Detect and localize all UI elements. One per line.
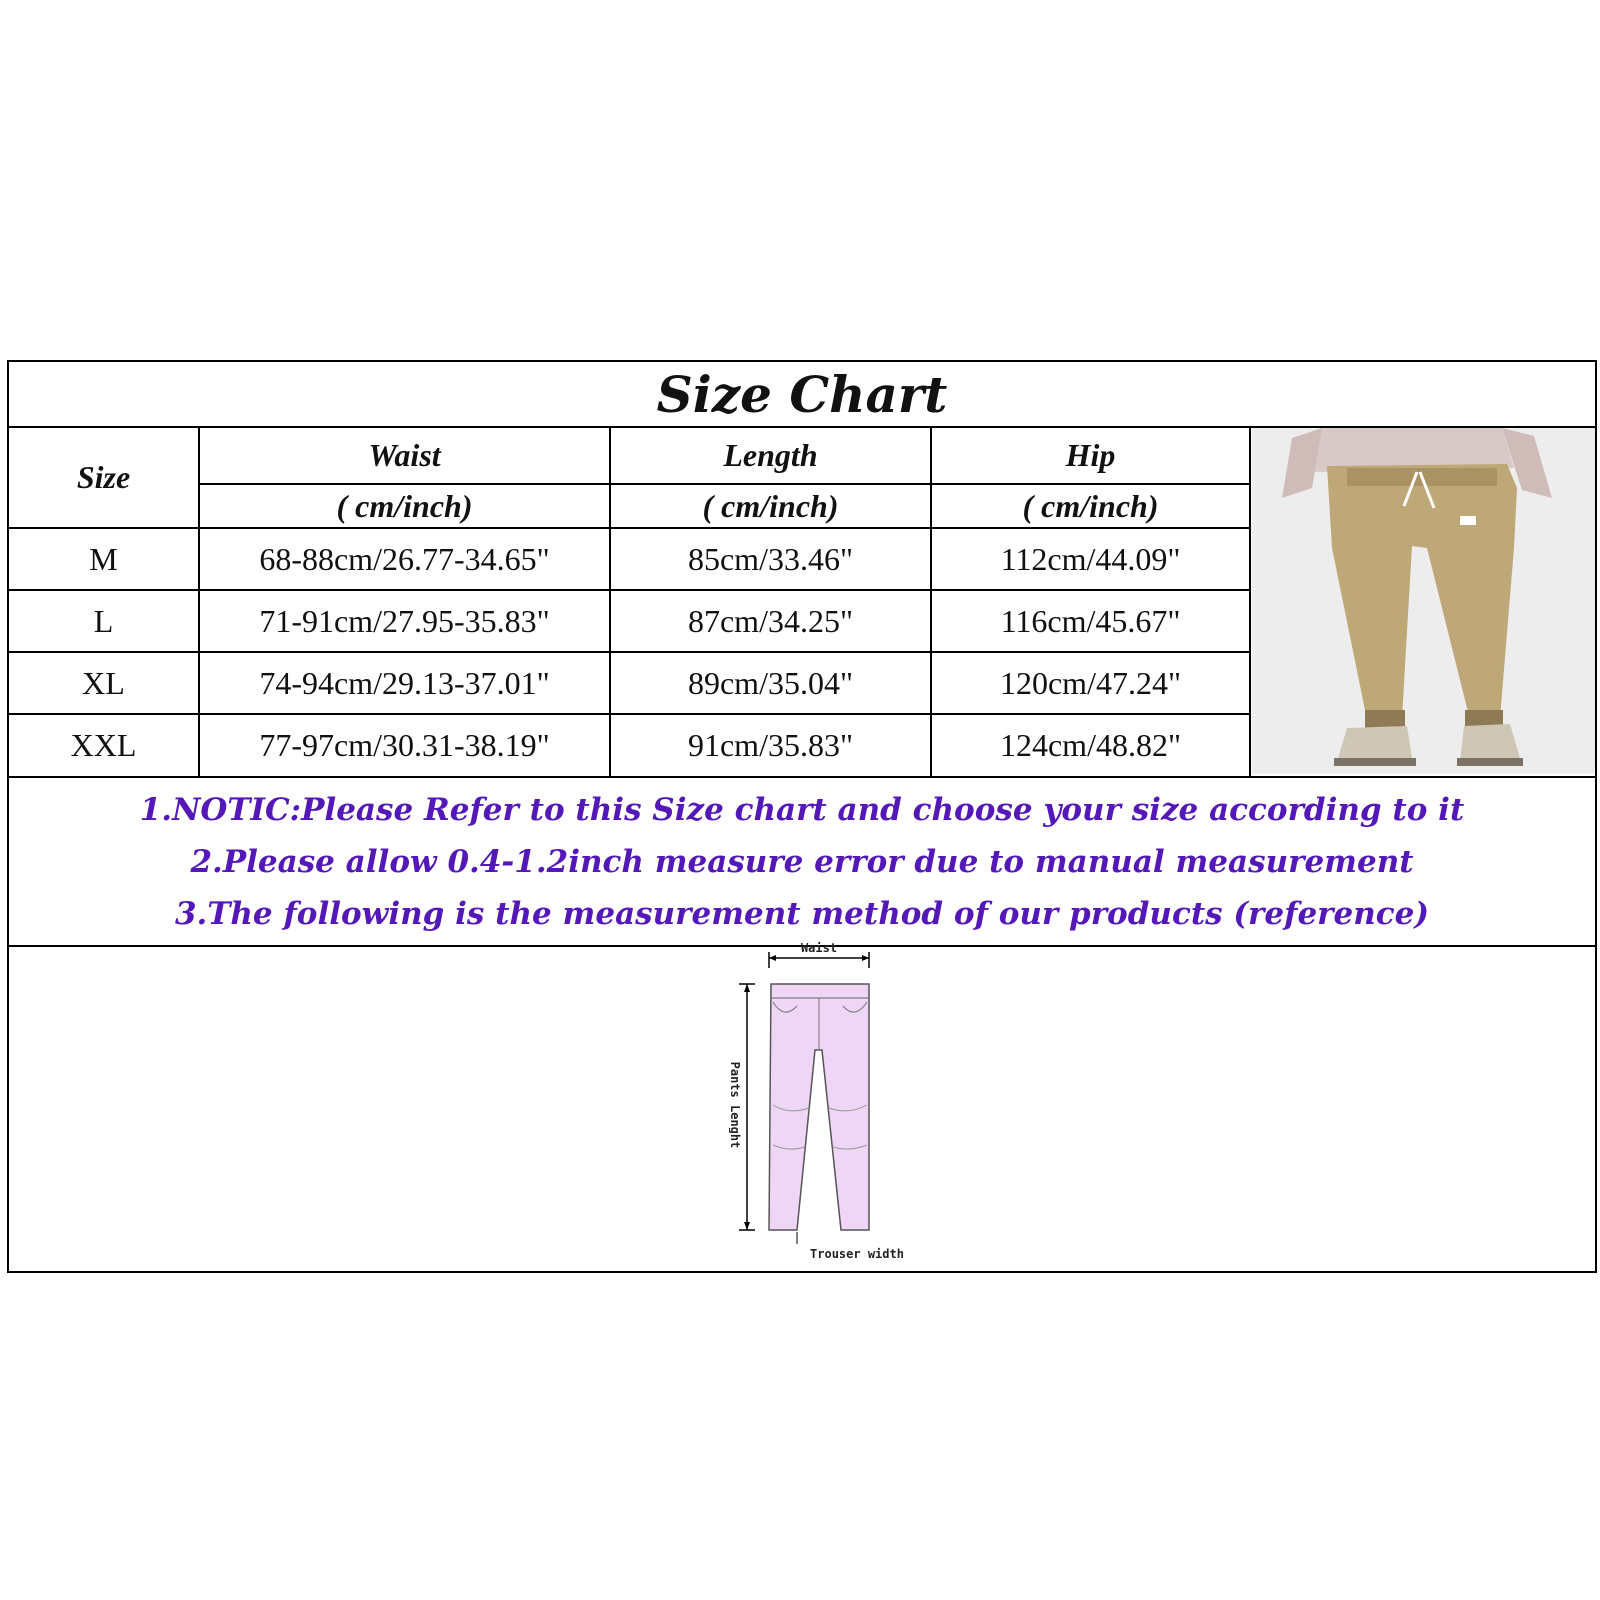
hip-cell: 124cm/48.82": [931, 714, 1250, 776]
note-1: 1.NOTIC:Please Refer to this Size chart and choose your size according to it: [139, 791, 1465, 828]
note-2: 2.Please allow 0.4-1.2inch measure error due to manual measurement: [190, 843, 1414, 880]
hip-cell: 112cm/44.09": [931, 528, 1250, 590]
table-row: [9, 714, 1250, 776]
size-cell: XL: [9, 652, 199, 714]
table-row: [9, 652, 1250, 714]
length-cell: 87cm/34.25": [610, 590, 931, 652]
length-cell: 85cm/33.46": [610, 528, 931, 590]
size-cell: M: [9, 528, 199, 590]
unit-length: ( cm/inch): [610, 484, 931, 528]
unit-hip: ( cm/inch): [931, 484, 1250, 528]
header-size: Size: [9, 428, 199, 528]
waist-cell: 77-97cm/30.31-38.19": [199, 714, 610, 776]
header-waist: Waist: [199, 428, 610, 484]
size-cell: L: [9, 590, 199, 652]
unit-waist: ( cm/inch): [199, 484, 610, 528]
waist-cell: 68-88cm/26.77-34.65": [199, 528, 610, 590]
note-3: 3.The following is the measurement method of our products (reference): [174, 895, 1430, 932]
table-row: [9, 590, 1250, 652]
size-chart-sheet: [7, 360, 1597, 1273]
measurement-diagram: [729, 940, 939, 1266]
product-photo: [1252, 428, 1595, 774]
length-cell: 91cm/35.83": [610, 714, 931, 776]
hip-cell: 120cm/47.24": [931, 652, 1250, 714]
hip-cell: 116cm/45.67": [931, 590, 1250, 652]
waist-cell: 74-94cm/29.13-37.01": [199, 652, 610, 714]
header-length: Length: [610, 428, 931, 484]
table-row: [9, 528, 1250, 590]
waist-cell: 71-91cm/27.95-35.83": [199, 590, 610, 652]
length-cell: 89cm/35.04": [610, 652, 931, 714]
size-cell: XXL: [9, 714, 199, 776]
trouser-width-label: Trouser width: [810, 1247, 904, 1261]
length-label: Pants Lenght: [729, 1061, 742, 1149]
header-hip: Hip: [931, 428, 1250, 484]
header-row: [9, 428, 1250, 484]
size-table: [9, 428, 1251, 776]
chart-title: Size Chart: [9, 362, 1595, 428]
notes-section: [9, 776, 1595, 947]
waist-label: Waist: [800, 941, 838, 955]
